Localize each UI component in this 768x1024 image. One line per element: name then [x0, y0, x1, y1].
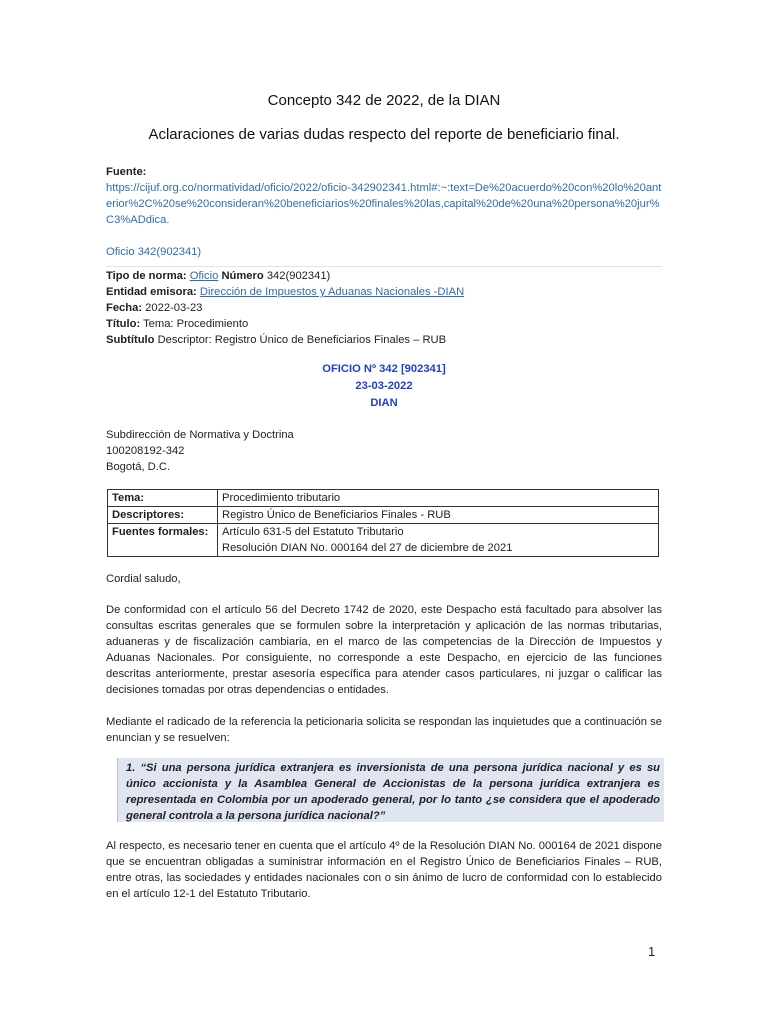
oficio-number: OFICIO Nº 342 [902341] — [322, 363, 446, 375]
entidad-label: Entidad emisora: — [106, 286, 197, 298]
document-title: Concepto 342 de 2022, de la DIAN — [267, 92, 501, 109]
table-row — [108, 524, 659, 557]
oficio-entity: DIAN — [370, 397, 398, 409]
paragraph-3: Al respecto, es necesario tener en cuenta que el artículo 4º de la Resolución DIAN No. 000164 de 2021 dispone que se encuentran obligadas a suministrar información en el Registro Único de Beneficiarios Finales – RUB, entre otras, las sociedades y entidades nacionales con o sin ánimo de lucro de conformidad con lo establecido en el artículo 12-1 del Estatuto Tributario. — [106, 840, 662, 900]
oficio-link[interactable]: Oficio 342(902341) — [106, 246, 202, 258]
source-label: Fuente: — [106, 166, 147, 178]
subtitulo-label: Subtítulo — [106, 334, 155, 346]
titulo-label: Título: — [106, 318, 141, 330]
oficio-date: 23-03-2022 — [355, 380, 413, 392]
divider — [106, 266, 662, 267]
meta-entidad — [106, 284, 464, 300]
meta-tipo — [106, 268, 330, 284]
greeting: Cordial saludo, — [106, 573, 181, 585]
source-url-link[interactable]: https://cijuf.org.co/normatividad/oficio/2022/oficio-342902341.html#:~:text=De%20acuerdo%20con%20lo%20anterior%2C%20se%20consideran%20beneficiarios%20finales%20las,capital%20de%20una%20persona%20jur%C3%ADdica. — [106, 182, 662, 226]
table-row — [108, 507, 659, 524]
document-subtitle: Aclaraciones de varias dudas respecto del reporte de beneficiario final. — [148, 126, 620, 143]
meta-fecha — [106, 300, 202, 316]
paragraph-2: Mediante el radicado de la referencia la peticionaria solicita se respondan las inquietudes que a continuación se enuncian y se resuelven: — [106, 716, 662, 744]
tipo-link[interactable]: Oficio — [189, 270, 219, 282]
table-value-line: Artículo 631-5 del Estatuto Tributario — [222, 526, 404, 538]
table-key: Tema: — [108, 490, 218, 507]
fecha-value: 2022-03-23 — [145, 302, 203, 314]
sender-code: 100208192-342 — [106, 445, 185, 457]
page-number: 1 — [648, 944, 656, 959]
sender-office: Subdirección de Normativa y Doctrina — [106, 429, 294, 441]
subtitulo-value: Descriptor: Registro Único de Beneficiarios Finales – RUB — [157, 334, 447, 346]
titulo-value: Tema: Procedimiento — [143, 318, 249, 330]
numero-label: Número — [221, 270, 264, 282]
numero-value: 342(902341) — [266, 270, 331, 282]
sender-city: Bogotá, D.C. — [106, 461, 171, 473]
fecha-label: Fecha: — [106, 302, 143, 314]
table-key: Fuentes formales: — [108, 524, 218, 557]
table-value: Registro Único de Beneficiarios Finales - RUB — [218, 507, 659, 524]
entidad-link[interactable]: Dirección de Impuestos y Aduanas Nacionales -DIAN — [199, 286, 465, 298]
quote-text: 1. “Si una persona jurídica extranjera es inversionista de una persona jurídica nacional y es su único accionista y la Asamblea General de Accionistas de la persona jurídica extranjera es representada en Colombia por un apoderado general, por lo tanto ¿se considera que el apoderado general controla a la persona jurídica nacional?” — [126, 762, 660, 822]
info-table — [107, 489, 659, 557]
tipo-label: Tipo de norma: — [106, 270, 187, 282]
table-value-multi — [218, 524, 659, 557]
table-value: Procedimiento tributario — [218, 490, 659, 507]
table-value-line: Resolución DIAN No. 000164 del 27 de diciembre de 2021 — [222, 542, 513, 554]
meta-subtitulo — [106, 332, 446, 348]
paragraph-1: De conformidad con el artículo 56 del Decreto 1742 de 2020, este Despacho está facultado para absolver las consultas escritas generales que se formulen sobre la interpretación y aplicación de las normas tributarias, aduaneras y de fiscalización cambiaria, en el marco de las competencias de la Dirección de Impuestos y Aduanas Nacionales. Por consiguiente, no corresponde a este Despacho, en ejercicio de las funciones descritas anteriormente, prestar asesoría específica para atender casos particulares, ni juzgar o calificar las decisiones tomadas por otras dependencias o entidades. — [106, 604, 662, 696]
table-key: Descriptores: — [108, 507, 218, 524]
table-row — [108, 490, 659, 507]
meta-titulo — [106, 316, 248, 332]
